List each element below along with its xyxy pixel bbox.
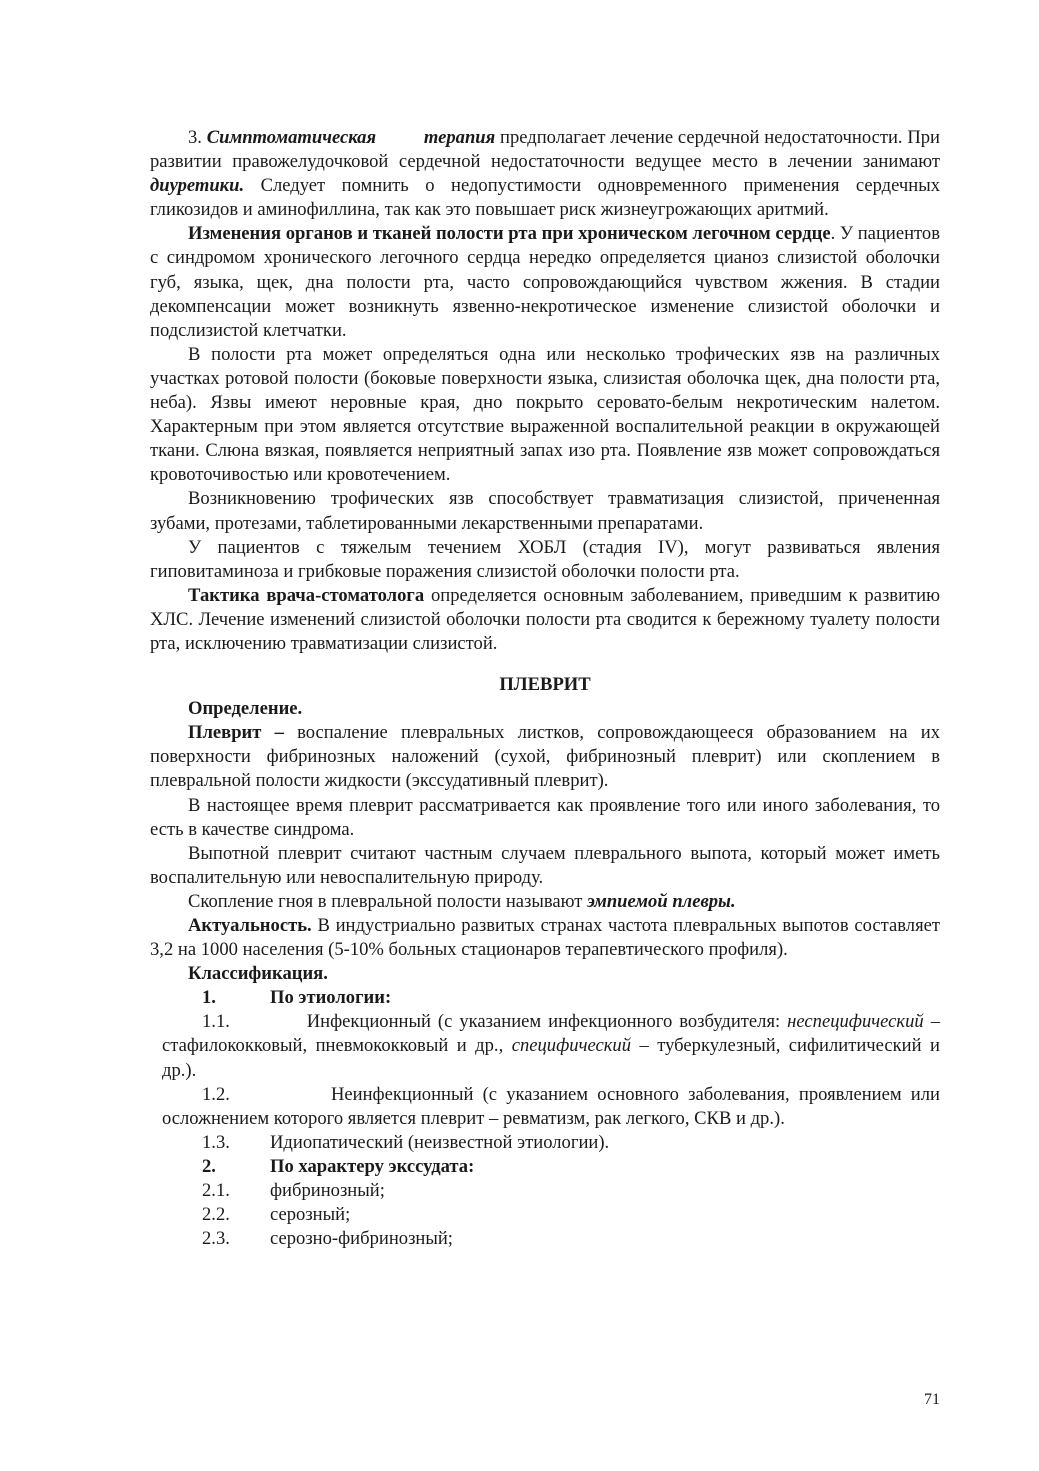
list-text: серозно-фибринозный; — [270, 1228, 453, 1250]
term-pleurisy: Плеврит – — [188, 722, 284, 744]
term-therapy: терапия — [423, 127, 496, 148]
list-text: – туберкулезный, сифилитический и др.). — [162, 1035, 940, 1081]
paragraph-copd: У пациентов с тяжелым течением ХОБЛ (стадия IV), могут развиваться явления гиповитаминоза и грибковые поражения слизистой оболочки полости рта. — [150, 536, 940, 582]
list-item — [150, 1010, 940, 1082]
list-item — [150, 1083, 940, 1131]
list-text: Инфекционный (с указанием инфекционного возбудителя: — [306, 1011, 788, 1033]
document-page — [150, 126, 940, 1251]
paragraph-empyema — [150, 890, 940, 914]
paragraph-pleurisy-definition — [150, 721, 940, 793]
list-item — [150, 1131, 940, 1155]
list-item — [150, 986, 940, 1010]
term-symptomatic: Симптоматическая — [206, 127, 377, 148]
paragraph-text: . У пациентов с синдромом хронического легочного сердца нередко определяется цианоз слизистой оболочки губ, языка, щек, дна полости рта, часто сопровождающийся чувством жжения. В стадии декомпенсации может возникнуть язвенно-некротическое изменение слизистой оболочки и подслизистой клетчатки. — [150, 223, 941, 341]
page-number: 71 — [924, 1391, 940, 1408]
paragraph-syndrome: В настоящее время плеврит рассматривается как проявление того или иного заболевания, то есть в качестве синдрома. — [150, 794, 940, 840]
paragraph-text: воспаление плевральных листков, сопровождающееся образованием на их поверхности фибринозных наложений (сухой, фибринозный плеврит) или скоплением в плевральной полости жидкости (экссудативный плеврит). — [150, 722, 940, 792]
term-nonspecific: неспецифический — [787, 1011, 924, 1033]
section-heading-inline: Изменения органов и тканей полости рта при хроническом легочном сердце — [188, 223, 831, 245]
paragraph-relevance — [150, 914, 940, 962]
list-number: 3. — [188, 127, 207, 148]
paragraph-oral-changes — [150, 222, 940, 342]
list-item — [150, 1227, 940, 1251]
term-empyema: эмпиемой плевры. — [587, 890, 736, 912]
list-item — [150, 1155, 940, 1179]
list-text: По характеру экссудата: — [270, 1155, 475, 1177]
paragraph-text: В индустриально развитых странах частота плевральных выпотов составляет 3,2 на 1000 населения (5-10% больных стационаров терапевтического профиля). — [150, 915, 940, 961]
list-text: фибринозный; — [270, 1180, 385, 1202]
paragraph-ulcers: В полости рта может определяться одна или несколько трофических язв на различных участках ротовой полости (боковые поверхности языка, слизистая оболочка щек, дна полости рта, неба). Язвы имеют неровные края, дно покрыто серовато-белым некротическим налетом. Характерным при этом является отсутствие выраженной воспалительной реакции в окружающей ткани. Слюна вязкая, появляется неприятный запах изо рта. Появление язв может сопровождаться кровоточивостью или кровотечением. — [150, 343, 940, 486]
paragraph-ulcer-causes: Возникновению трофических язв способствует травматизация слизистой, причененная зубами, протезами, таблетированными лекарственными препаратами. — [150, 488, 940, 534]
term-specific: специфический — [511, 1035, 632, 1057]
paragraph-text: предполагает лечение сердечной недостаточности. При развитии правожелудочковой сердечной недостаточности ведущее место в лечении занимают — [150, 127, 941, 173]
section-title: ПЛЕВРИТ — [499, 674, 591, 696]
list-item — [150, 1179, 940, 1203]
list-number: 1.3. — [202, 1131, 230, 1153]
list-number: 2.1. — [202, 1180, 230, 1202]
paragraph-effusion: Выпотной плеврит считают частным случаем плеврального выпота, который может иметь воспалительную или невоспалительную природу. — [150, 842, 940, 888]
term-relevance: Актуальность. — [188, 915, 312, 936]
list-number: 2. — [202, 1155, 216, 1177]
paragraph-text: Следует помнить о недопустимости одновременного применения сердечных гликозидов и аминофиллина, так как это повышает риск жизнеугрожающих аритмий. — [150, 175, 940, 221]
list-number: 1.2. — [202, 1083, 230, 1105]
paragraph-symptomatic-therapy — [150, 126, 940, 222]
list-item — [150, 1203, 940, 1227]
paragraph-text: определяется основным заболеванием, приведшим к развитию ХЛС. Лечение изменений слизистой оболочки полости рта сводится к бережному туалету полости рта, исключению травматизации слизистой. — [150, 584, 940, 654]
list-text: По этиологии: — [270, 987, 392, 1009]
list-text: – стафилококковый, пневмококковый и др., — [162, 1011, 941, 1057]
list-text: Идиопатический (неизвестной этиологии). — [270, 1131, 610, 1153]
list-text: Неинфекционный (с указанием основного заболевания, проявлением или осложнением которого является плеврит – ревматизм, рак легкого, СКВ и др.). — [162, 1083, 940, 1129]
classification-label: Классификация. — [188, 963, 328, 985]
definition-label: Определение. — [188, 698, 303, 720]
term-dentist-tactics: Тактика врача-стоматолога — [188, 584, 425, 606]
list-text: серозный; — [270, 1204, 351, 1226]
paragraph-dentist-tactics — [150, 584, 940, 656]
list-number: 1.1. — [202, 1011, 230, 1033]
paragraph-text: Скопление гноя в плевральной полости называют — [188, 890, 588, 912]
term-diuretics: диуретики. — [150, 175, 245, 197]
list-number: 1. — [202, 987, 216, 1009]
list-number: 2.2. — [202, 1204, 230, 1226]
list-number: 2.3. — [202, 1228, 230, 1250]
